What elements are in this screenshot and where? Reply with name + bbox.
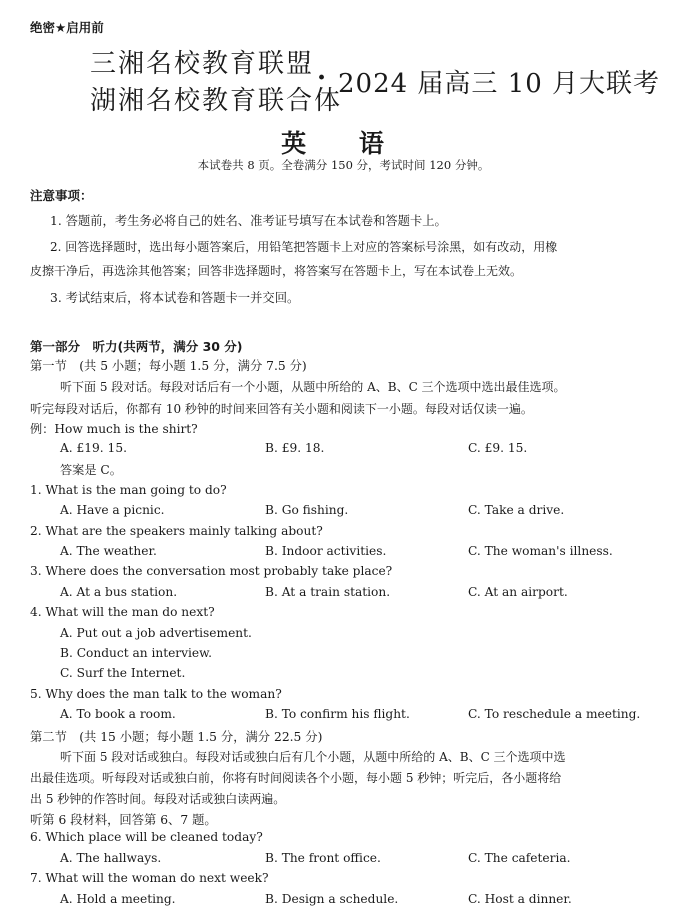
question-2-option-c: C. The woman's illness. bbox=[468, 544, 613, 558]
question-4-option-c: C. Surf the Internet. bbox=[60, 666, 186, 680]
question-5-option-c: C. To reschedule a meeting. bbox=[468, 707, 641, 721]
organizer-line-1: 三湘名校教育联盟 bbox=[90, 49, 315, 79]
section2-instruction-line-3: 出 5 秒钟的作答时间。每段对话或独白读两遍。 bbox=[30, 792, 286, 806]
question-3-option-b: B. At a train station. bbox=[265, 585, 391, 599]
question-6-option-a: A. The hallways. bbox=[60, 851, 162, 865]
question-1-option-c: C. Take a drive. bbox=[468, 503, 565, 517]
question-3-option-a: A. At a bus station. bbox=[60, 585, 178, 599]
question-1: 1. What is the man going to do? bbox=[30, 483, 227, 497]
question-7-option-b: B. Design a schedule. bbox=[265, 892, 399, 906]
question-4-option-a: A. Put out a job advertisement. bbox=[60, 626, 252, 640]
example-option-a: A. £19. 15. bbox=[60, 441, 127, 455]
organizer-line-2: 湖湘名校教育联合体 bbox=[90, 86, 343, 116]
example-option-b: B. £9. 18. bbox=[265, 441, 325, 455]
notice-item-2-line-2: 皮擦干净后，再选涂其他答案；回答非选择题时，将答案写在答题卡上，写在本试卷上无效。 bbox=[30, 264, 523, 278]
title-separator-dot: · bbox=[317, 63, 327, 93]
confidential-label: 绝密★启用前 bbox=[30, 20, 104, 35]
section2-instruction-line-2: 出最佳选项。听每段对话或独白前，你将有时间阅读各个小题，每小题 5 秒钟；听完后，各小题将给 bbox=[30, 771, 562, 785]
section2-title: 第二节 (共 15 小题；每小题 1.5 分，满分 22.5 分) bbox=[30, 730, 323, 744]
example-option-c: C. £9. 15. bbox=[468, 441, 528, 455]
question-1-option-b: B. Go fishing. bbox=[265, 503, 349, 517]
example-answer: 答案是 C。 bbox=[60, 463, 122, 477]
exam-info-note: 本试卷共 8 页。全卷满分 150 分，考试时间 120 分钟。 bbox=[197, 158, 490, 172]
question-5: 5. Why does the man talk to the woman? bbox=[30, 687, 282, 701]
notice-item-1: 1. 答题前，考生务必将自己的姓名、准考证号填写在本试卷和答题卡上。 bbox=[50, 214, 447, 228]
question-5-option-b: B. To confirm his flight. bbox=[265, 707, 410, 721]
exam-title: 2024 届高三 10 月大联考 bbox=[338, 69, 661, 99]
section1-title: 第一节 (共 5 小题；每小题 1.5 分，满分 7.5 分) bbox=[30, 359, 307, 373]
notice-item-3: 3. 考试结束后，将本试卷和答题卡一并交回。 bbox=[50, 291, 300, 305]
question-2-option-b: B. Indoor activities. bbox=[265, 544, 387, 558]
question-4: 4. What will the man do next? bbox=[30, 605, 215, 619]
question-2: 2. What are the speakers mainly talking about? bbox=[30, 524, 323, 538]
question-7-option-a: A. Hold a meeting. bbox=[60, 892, 176, 906]
question-6: 6. Which place will be cleaned today? bbox=[30, 830, 263, 844]
question-1-option-a: A. Have a picnic. bbox=[60, 503, 165, 517]
question-7: 7. What will the woman do next week? bbox=[30, 871, 269, 885]
question-6-option-b: B. The front office. bbox=[265, 851, 381, 865]
question-4-option-b: B. Conduct an interview. bbox=[60, 646, 212, 660]
question-3: 3. Where does the conversation most probably take place? bbox=[30, 564, 393, 578]
notice-item-2-line-1: 2. 回答选择题时，选出每小题答案后，用铅笔把答题卡上对应的答案标号涂黑，如有改动，用橡 bbox=[50, 240, 558, 254]
section1-instruction-line-1: 听下面 5 段对话。每段对话后有一个小题，从题中所给的 A、B、C 三个选项中选出最佳选项。 bbox=[60, 380, 566, 394]
material-6-instruction: 听第 6 段材料，回答第 6、7 题。 bbox=[30, 813, 217, 827]
section2-instruction-line-1: 听下面 5 段对话或独白。每段对话或独白后有几个小题，从题中所给的 A、B、C 三个选项中选 bbox=[60, 750, 566, 764]
section1-instruction-line-2: 听完每段对话后，你都有 10 秒钟的时间来回答有关小题和阅读下一小题。每段对话仅读一遍。 bbox=[30, 402, 533, 416]
example-question: 例：How much is the shirt? bbox=[30, 422, 198, 436]
notice-title: 注意事项： bbox=[30, 188, 93, 203]
question-6-option-c: C. The cafeteria. bbox=[468, 851, 571, 865]
question-3-option-c: C. At an airport. bbox=[468, 585, 568, 599]
subject-title: 英 语 bbox=[281, 129, 406, 158]
question-5-option-a: A. To book a room. bbox=[60, 707, 176, 721]
part1-title: 第一部分 听力(共两节，满分 30 分) bbox=[30, 339, 243, 354]
question-7-option-c: C. Host a dinner. bbox=[468, 892, 572, 906]
question-2-option-a: A. The weather. bbox=[60, 544, 157, 558]
